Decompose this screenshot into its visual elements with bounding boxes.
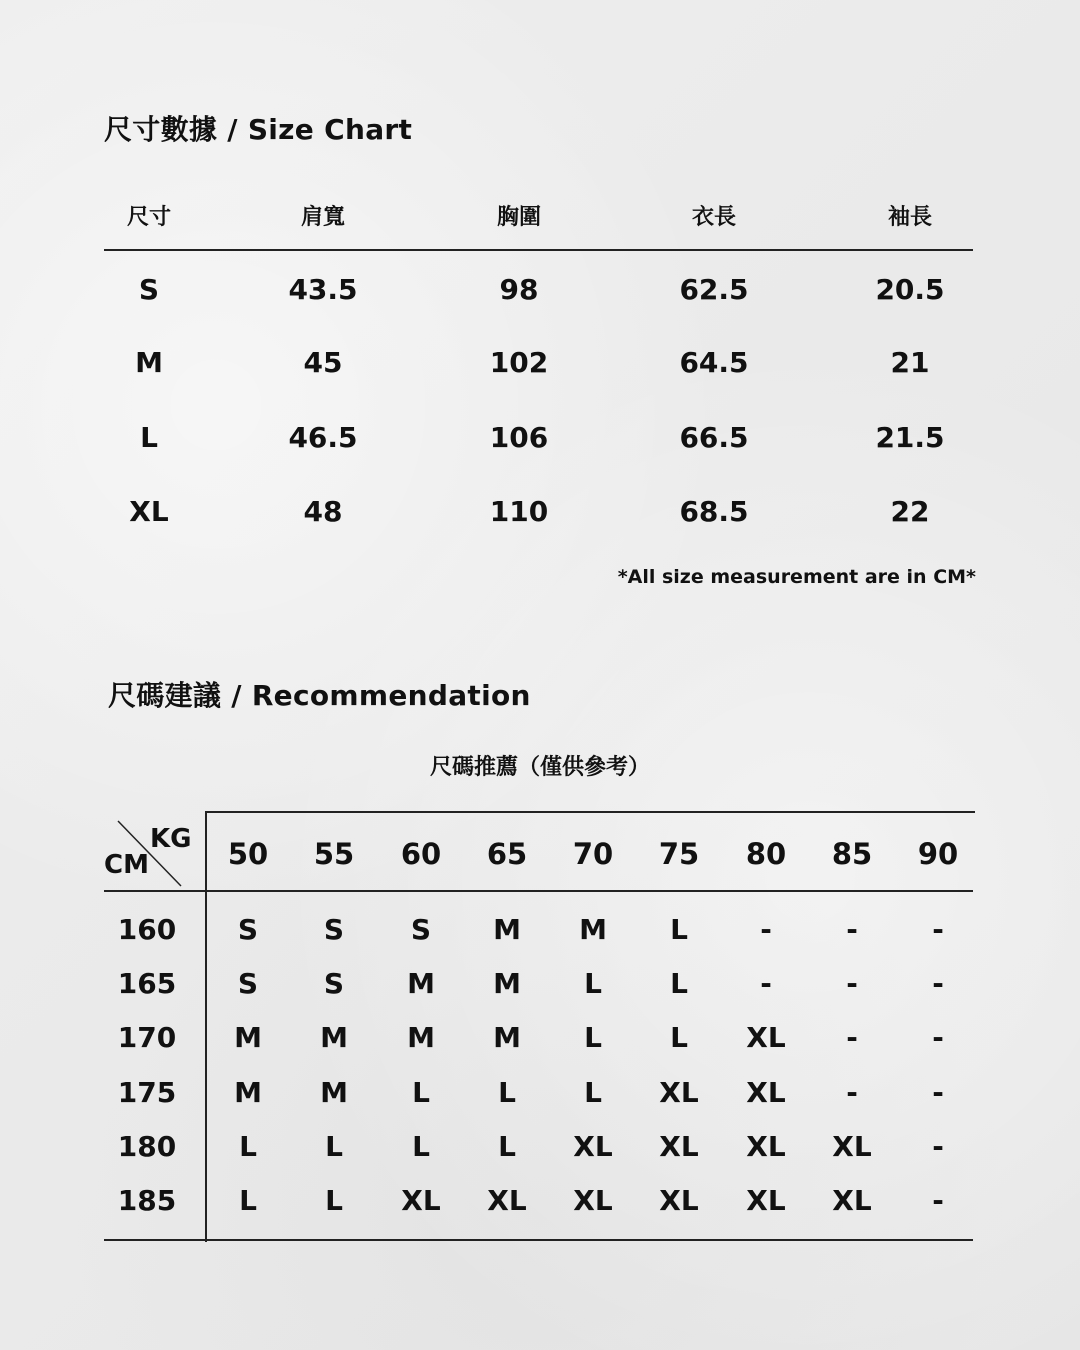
size-label: XL bbox=[129, 495, 169, 528]
height-row bbox=[0, 1125, 1080, 1169]
size-cell: XL bbox=[573, 1130, 613, 1163]
height-label: 175 bbox=[117, 1076, 177, 1109]
size-cell: XL bbox=[746, 1021, 786, 1054]
shoulder-value: 46.5 bbox=[288, 421, 358, 454]
kg-header-cell: 90 bbox=[917, 837, 959, 871]
size-cell: L bbox=[325, 1130, 343, 1163]
kg-header-row bbox=[0, 832, 1080, 876]
rec-table-bottom-rule bbox=[104, 1239, 973, 1241]
sleeve-value: 21 bbox=[890, 346, 930, 379]
size-label: L bbox=[140, 421, 158, 454]
height-row bbox=[0, 1179, 1080, 1223]
size-cell: M bbox=[579, 913, 607, 946]
size-row-l bbox=[0, 418, 1080, 458]
size-cell: L bbox=[239, 1130, 257, 1163]
size-cell: M bbox=[493, 1021, 521, 1054]
header-length: 衣長 bbox=[691, 205, 736, 230]
size-cell: L bbox=[239, 1184, 257, 1217]
size-cell: - bbox=[760, 967, 772, 1000]
height-row bbox=[0, 908, 1080, 952]
size-row-s bbox=[0, 270, 1080, 310]
size-cell: - bbox=[932, 1184, 944, 1217]
kg-header-cell: 55 bbox=[313, 837, 355, 871]
size-cell: L bbox=[670, 967, 688, 1000]
size-cell: M bbox=[493, 967, 521, 1000]
size-chart-header-divider bbox=[104, 249, 973, 251]
shoulder-value: 43.5 bbox=[288, 273, 358, 306]
cm-axis-label: CM bbox=[104, 850, 149, 880]
height-label: 165 bbox=[117, 967, 177, 1000]
size-cell: L bbox=[670, 1021, 688, 1054]
length-value: 62.5 bbox=[679, 273, 749, 306]
height-row bbox=[0, 1071, 1080, 1115]
length-value: 64.5 bbox=[679, 346, 749, 379]
chest-value: 110 bbox=[489, 495, 549, 528]
kg-header-cell: 80 bbox=[745, 837, 787, 871]
size-cell: XL bbox=[487, 1184, 527, 1217]
header-sleeve: 袖長 bbox=[887, 205, 932, 230]
size-cell: XL bbox=[746, 1184, 786, 1217]
size-cell: XL bbox=[401, 1184, 441, 1217]
kg-header-cell: 65 bbox=[486, 837, 528, 871]
size-cell: - bbox=[846, 1021, 858, 1054]
rec-table-top-rule bbox=[205, 811, 975, 813]
size-chart-header-row bbox=[0, 200, 1080, 236]
header-shoulder: 肩寬 bbox=[300, 205, 345, 230]
size-cell: - bbox=[846, 967, 858, 1000]
size-cell: M bbox=[493, 913, 521, 946]
size-cell: L bbox=[498, 1076, 516, 1109]
sleeve-value: 21.5 bbox=[875, 421, 945, 454]
header-size: 尺寸 bbox=[126, 205, 171, 230]
shoulder-value: 45 bbox=[303, 346, 343, 379]
size-cell: L bbox=[584, 1021, 602, 1054]
size-cell: M bbox=[234, 1021, 262, 1054]
size-cell: S bbox=[410, 913, 432, 946]
size-cell: L bbox=[670, 913, 688, 946]
size-cell: XL bbox=[746, 1076, 786, 1109]
size-cell: XL bbox=[659, 1184, 699, 1217]
size-cell: S bbox=[323, 913, 345, 946]
size-cell: L bbox=[584, 967, 602, 1000]
height-label: 180 bbox=[117, 1130, 177, 1163]
size-cell: - bbox=[760, 913, 772, 946]
header-chest: 胸圍 bbox=[496, 205, 541, 230]
size-cell: XL bbox=[659, 1076, 699, 1109]
kg-axis-label: KG bbox=[150, 824, 192, 854]
size-cell: - bbox=[932, 1130, 944, 1163]
kg-header-cell: 70 bbox=[572, 837, 614, 871]
size-cell: M bbox=[407, 1021, 435, 1054]
size-cell: L bbox=[498, 1130, 516, 1163]
size-cell: - bbox=[846, 913, 858, 946]
height-label: 170 bbox=[117, 1021, 177, 1054]
size-cell: S bbox=[237, 967, 259, 1000]
chest-value: 102 bbox=[489, 346, 549, 379]
recommendation-title: 尺碼建議 / Recommendation bbox=[108, 679, 531, 712]
recommendation-caption: 尺碼推薦（僅供參考） bbox=[429, 755, 650, 780]
size-cell: S bbox=[237, 913, 259, 946]
kg-header-cell: 50 bbox=[227, 837, 269, 871]
size-cell: M bbox=[320, 1021, 348, 1054]
size-cell: L bbox=[412, 1076, 430, 1109]
size-cell: L bbox=[584, 1076, 602, 1109]
measurement-note: *All size measurement are in CM* bbox=[617, 566, 976, 588]
chest-value: 106 bbox=[489, 421, 549, 454]
size-cell: XL bbox=[746, 1130, 786, 1163]
size-cell: XL bbox=[832, 1184, 872, 1217]
size-cell: - bbox=[932, 1021, 944, 1054]
size-cell: M bbox=[234, 1076, 262, 1109]
size-cell: XL bbox=[659, 1130, 699, 1163]
sleeve-value: 22 bbox=[890, 495, 930, 528]
size-cell: - bbox=[846, 1076, 858, 1109]
size-cell: L bbox=[325, 1184, 343, 1217]
kg-header-cell: 85 bbox=[831, 837, 873, 871]
size-cell: M bbox=[407, 967, 435, 1000]
size-cell: - bbox=[932, 1076, 944, 1109]
size-label: M bbox=[135, 346, 163, 379]
size-cell: - bbox=[932, 967, 944, 1000]
size-chart-title: 尺寸數據 / Size Chart bbox=[104, 113, 413, 146]
height-row bbox=[0, 1016, 1080, 1060]
size-row-m bbox=[0, 343, 1080, 383]
length-value: 66.5 bbox=[679, 421, 749, 454]
size-cell: S bbox=[323, 967, 345, 1000]
kg-header-cell: 75 bbox=[658, 837, 700, 871]
height-label: 160 bbox=[117, 913, 177, 946]
shoulder-value: 48 bbox=[303, 495, 343, 528]
size-row-xl bbox=[0, 492, 1080, 532]
kg-header-cell: 60 bbox=[400, 837, 442, 871]
rec-table-header-divider bbox=[104, 890, 973, 892]
size-cell: L bbox=[412, 1130, 430, 1163]
size-label: S bbox=[138, 273, 160, 306]
height-label: 185 bbox=[117, 1184, 177, 1217]
sleeve-value: 20.5 bbox=[875, 273, 945, 306]
chest-value: 98 bbox=[499, 273, 539, 306]
size-cell: M bbox=[320, 1076, 348, 1109]
length-value: 68.5 bbox=[679, 495, 749, 528]
size-cell: XL bbox=[832, 1130, 872, 1163]
height-row bbox=[0, 962, 1080, 1006]
size-cell: XL bbox=[573, 1184, 613, 1217]
size-cell: - bbox=[932, 913, 944, 946]
